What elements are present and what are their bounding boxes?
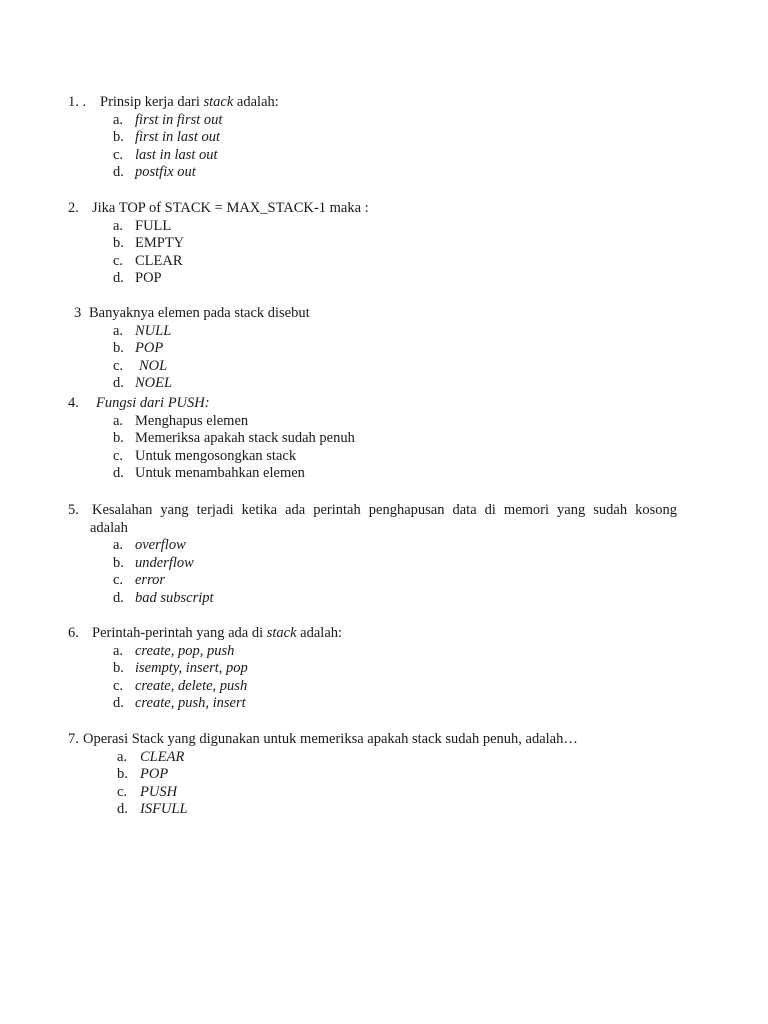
option-letter: d. xyxy=(113,164,124,181)
option-text: NOEL xyxy=(135,375,173,392)
option-text: create, pop, push xyxy=(135,642,235,659)
option-d xyxy=(0,801,768,819)
question-number: 1. . xyxy=(68,94,87,110)
option-letter: a. xyxy=(117,748,128,765)
option-text: bad subscript xyxy=(135,589,214,606)
option-a xyxy=(0,112,768,130)
option-text: CLEAR xyxy=(140,748,185,765)
option-a xyxy=(0,413,768,431)
option-letter: d. xyxy=(113,375,124,392)
option-text: first in last out xyxy=(135,129,221,146)
option-letter: d. xyxy=(113,695,124,712)
question-4 xyxy=(0,395,768,483)
question-text: Banyaknya elemen pada stack disebut xyxy=(89,305,310,321)
option-letter: a. xyxy=(113,537,124,554)
option-d xyxy=(0,164,768,182)
option-c xyxy=(0,678,768,696)
option-letter: b. xyxy=(113,660,124,677)
option-text: first in first out xyxy=(135,111,223,128)
option-text: isempty, insert, pop xyxy=(135,660,248,677)
option-letter: c. xyxy=(113,677,124,694)
option-letter: a. xyxy=(113,111,124,128)
question-7-stem xyxy=(0,731,768,749)
question-text: Fungsi dari PUSH: xyxy=(96,395,210,411)
question-number: 3 xyxy=(74,305,82,321)
question-number: 2. xyxy=(68,200,79,216)
option-text: NOL xyxy=(139,357,168,374)
question-2-stem xyxy=(0,200,768,218)
question-text: adalah: xyxy=(233,94,279,110)
option-a xyxy=(0,323,768,341)
option-letter: b. xyxy=(113,340,124,357)
option-text: Untuk menambahkan elemen xyxy=(135,465,305,482)
option-d xyxy=(0,465,768,483)
option-text: create, delete, push xyxy=(135,677,248,694)
option-d xyxy=(0,270,768,288)
option-letter: a. xyxy=(113,642,124,659)
option-d xyxy=(0,590,768,608)
option-b xyxy=(0,235,768,253)
question-2 xyxy=(0,200,768,288)
option-b xyxy=(0,660,768,678)
question-text: adalah xyxy=(90,519,128,536)
option-letter: d. xyxy=(117,801,128,818)
question-5 xyxy=(0,502,768,608)
option-letter: c. xyxy=(113,357,124,374)
option-letter: d. xyxy=(113,465,124,482)
option-letter: c. xyxy=(113,146,124,163)
question-text-italic: stack xyxy=(203,94,234,110)
question-text: Prinsip kerja dari xyxy=(100,94,204,110)
question-number: 6. xyxy=(68,625,79,641)
option-text: POP xyxy=(135,340,164,357)
option-letter: d. xyxy=(113,589,124,606)
option-text: Menghapus elemen xyxy=(135,412,249,429)
option-c xyxy=(0,147,768,165)
option-c xyxy=(0,448,768,466)
option-text: postfix out xyxy=(135,164,196,181)
question-4-stem xyxy=(0,395,768,413)
option-text: ISFULL xyxy=(140,801,188,818)
option-text: create, push, insert xyxy=(135,695,246,712)
option-text: CLEAR xyxy=(135,252,183,269)
option-a xyxy=(0,537,768,555)
option-letter: b. xyxy=(117,766,128,783)
question-6 xyxy=(0,625,768,713)
option-text: FULL xyxy=(135,217,172,234)
question-5-stem xyxy=(0,502,768,520)
question-text: Jika TOP of STACK = MAX_STACK-1 maka : xyxy=(92,200,369,216)
option-letter: b. xyxy=(113,235,124,252)
question-text: Operasi Stack yang digunakan untuk memeriksa apakah stack sudah penuh, adalah… xyxy=(83,731,578,747)
question-number: 5. xyxy=(68,502,79,518)
option-letter: c. xyxy=(113,252,124,269)
question-number: 7. xyxy=(68,731,79,747)
option-b xyxy=(0,129,768,147)
question-3 xyxy=(0,305,768,393)
option-a xyxy=(0,218,768,236)
option-letter: c. xyxy=(117,783,128,800)
question-5-stem-continued xyxy=(0,520,768,538)
question-text: Kesalahan yang terjadi ketika ada perintah penghapusan data di memori yang sudah kosong xyxy=(92,502,677,518)
option-c xyxy=(0,253,768,271)
option-text: error xyxy=(135,572,166,589)
option-letter: d. xyxy=(113,270,124,287)
option-a xyxy=(0,643,768,661)
question-text: adalah: xyxy=(296,625,343,641)
option-c xyxy=(0,358,768,376)
option-letter: c. xyxy=(113,572,124,589)
option-text: POP xyxy=(140,766,169,783)
question-text: Perintah-perintah yang ada di xyxy=(92,625,267,641)
option-c xyxy=(0,572,768,590)
option-letter: b. xyxy=(113,554,124,571)
option-text: Untuk mengosongkan stack xyxy=(135,447,297,464)
option-text: EMPTY xyxy=(135,235,185,252)
option-a xyxy=(0,749,768,767)
option-b xyxy=(0,340,768,358)
option-letter: c. xyxy=(113,447,124,464)
question-3-stem xyxy=(0,305,768,323)
option-text: underflow xyxy=(135,554,194,571)
option-d xyxy=(0,695,768,713)
option-letter: a. xyxy=(113,217,124,234)
option-b xyxy=(0,766,768,784)
option-text: Memeriksa apakah stack sudah penuh xyxy=(135,430,355,447)
question-7 xyxy=(0,731,768,819)
question-text-italic: stack xyxy=(266,625,297,641)
question-number: 4. xyxy=(68,395,79,411)
option-letter: a. xyxy=(113,412,124,429)
option-text: last in last out xyxy=(135,146,218,163)
question-1-stem xyxy=(0,94,768,112)
option-b xyxy=(0,430,768,448)
option-letter: b. xyxy=(113,129,124,146)
question-1 xyxy=(0,94,768,182)
option-text: overflow xyxy=(135,537,186,554)
option-letter: b. xyxy=(113,430,124,447)
question-6-stem xyxy=(0,625,768,643)
option-text: POP xyxy=(135,270,162,287)
option-d xyxy=(0,375,768,393)
option-c xyxy=(0,784,768,802)
option-b xyxy=(0,555,768,573)
option-text: NULL xyxy=(135,322,172,339)
option-letter: a. xyxy=(113,322,124,339)
option-text: PUSH xyxy=(140,783,178,800)
